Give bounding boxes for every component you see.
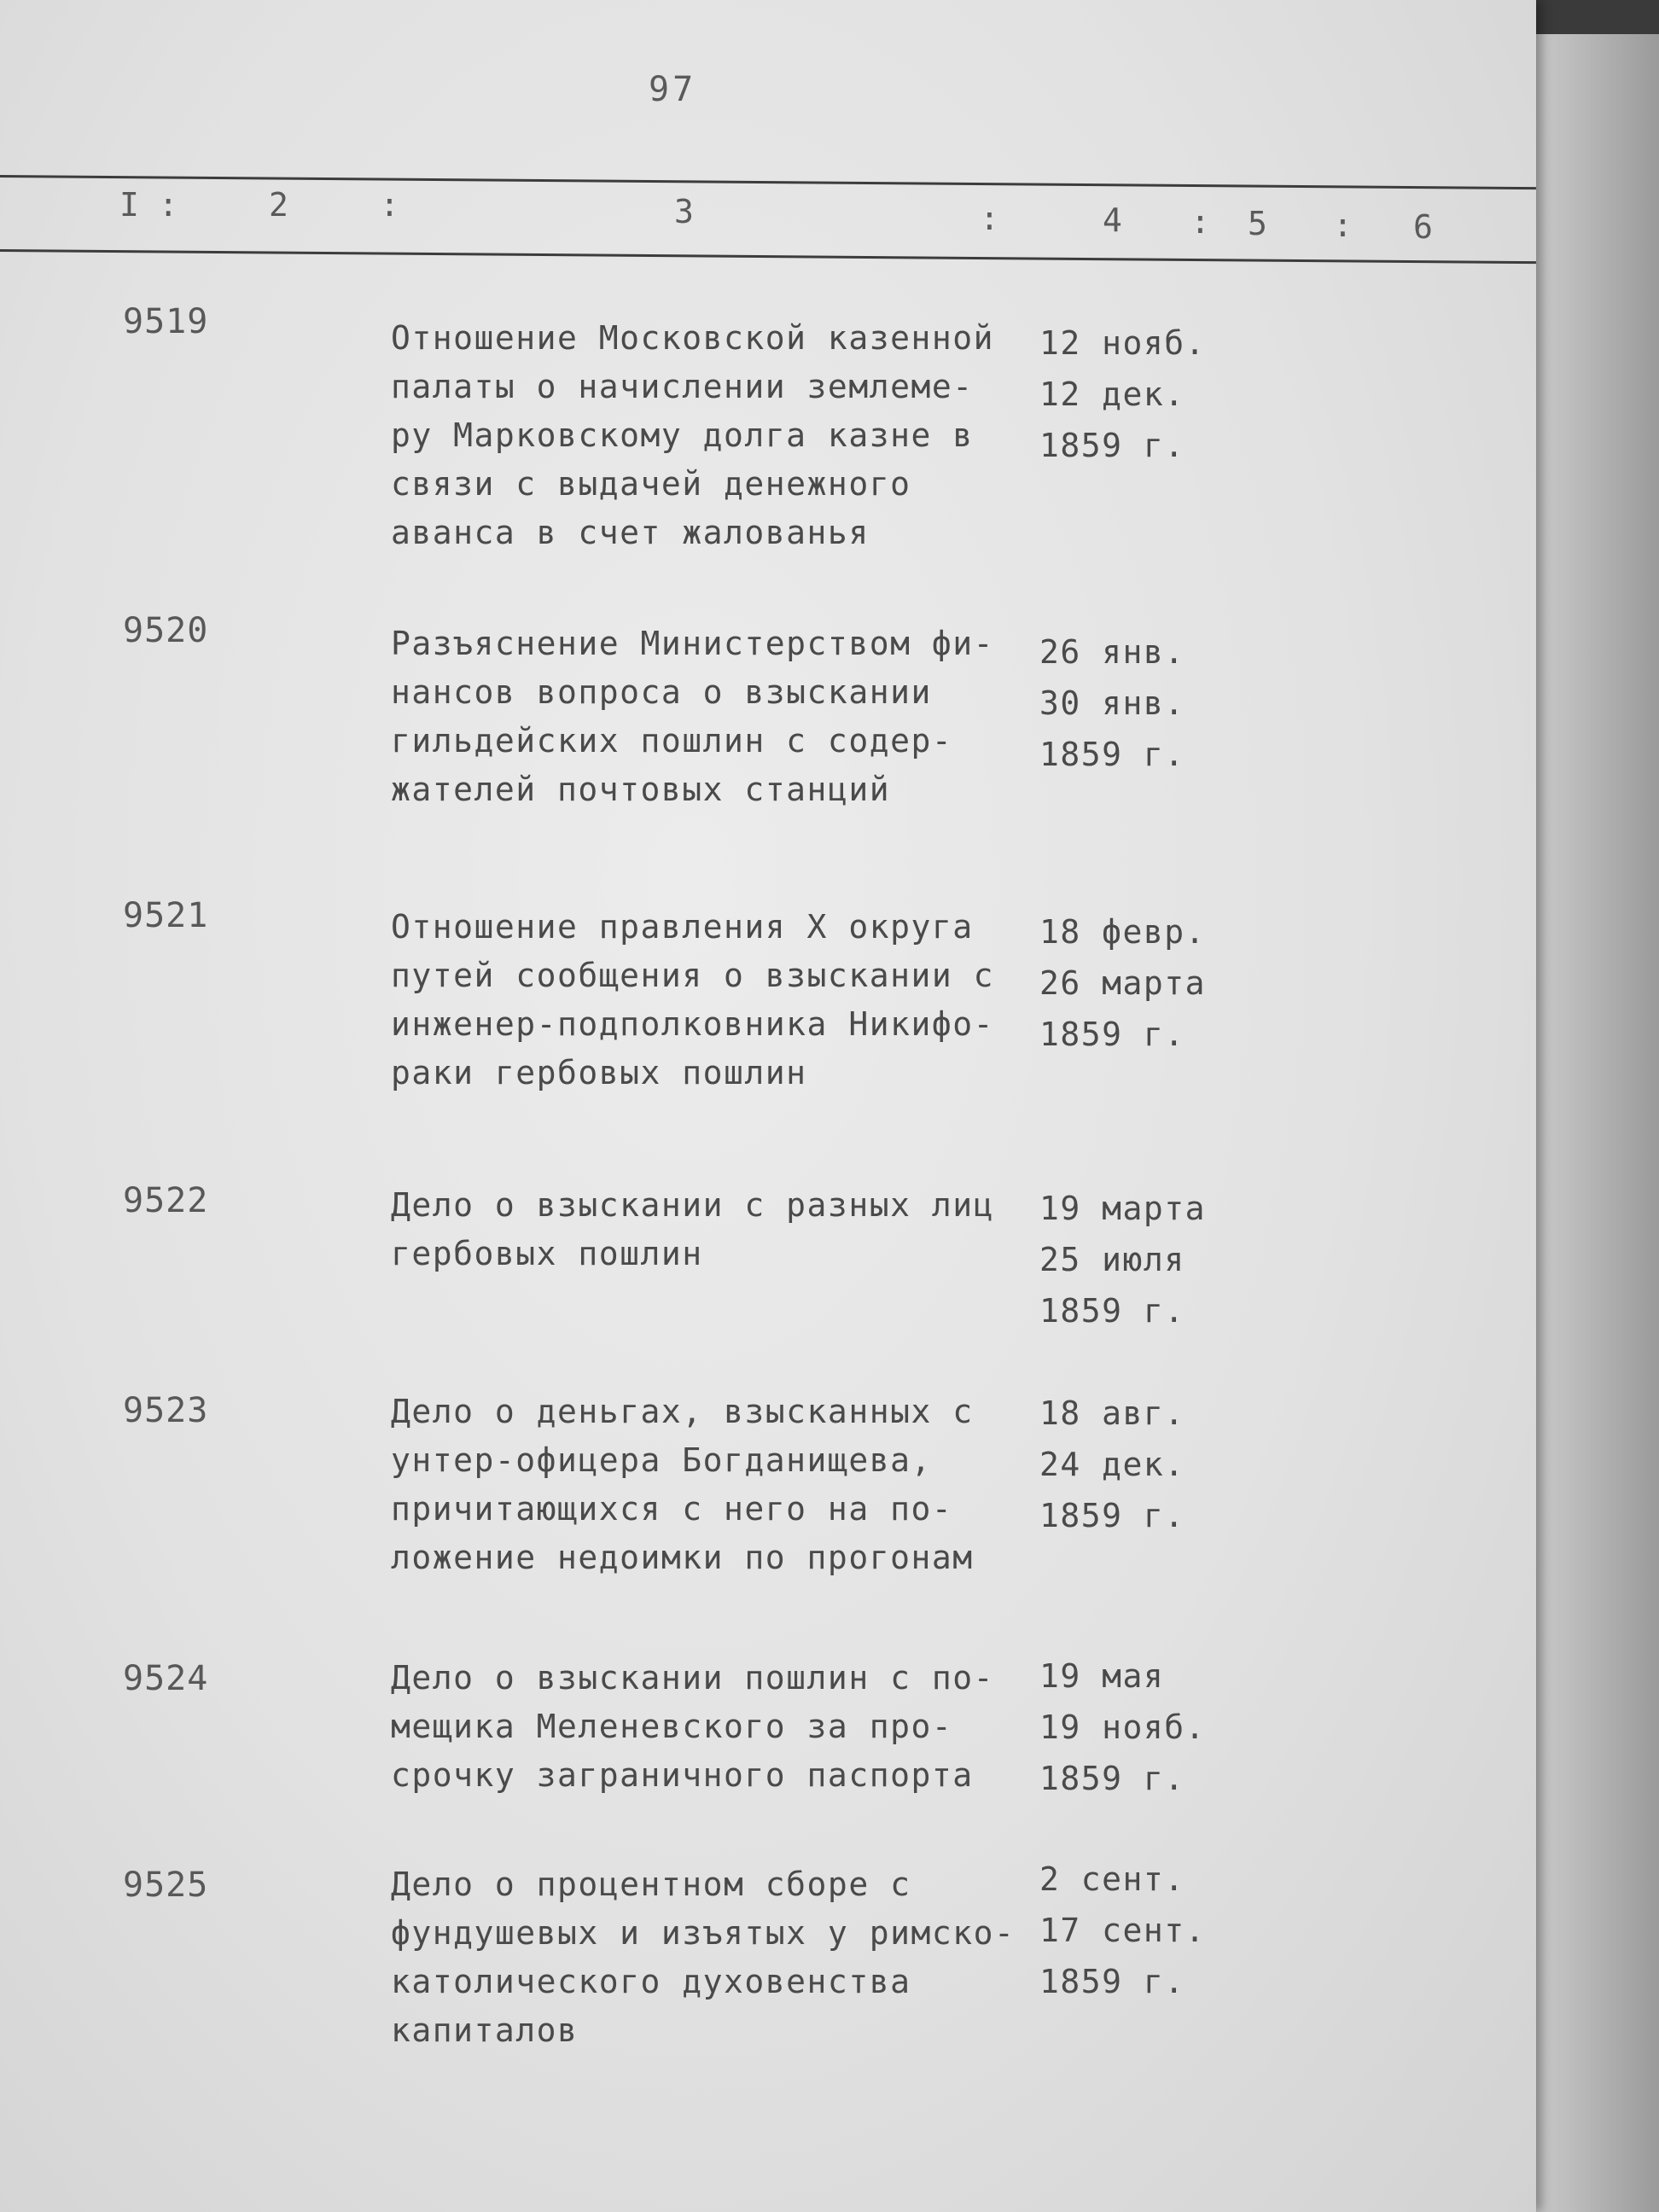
description-line: путей сообщения о взыскании с: [391, 957, 994, 994]
date-start: 19 марта: [1039, 1190, 1207, 1227]
entry-number: 9521: [123, 896, 209, 935]
description-line: инженер-подполковника Никифо-: [391, 1005, 994, 1043]
date-year: 1859 г.: [1039, 1497, 1185, 1534]
entry-description: [391, 903, 1039, 1097]
description-line: Дело о процентном сборе с: [391, 1866, 911, 1903]
entry-dates: [1039, 317, 1244, 471]
table-header-bottom-rule: [0, 249, 1536, 264]
description-line: унтер-офицера Богданищева,: [391, 1441, 932, 1479]
entry-description: [391, 314, 1039, 557]
date-year: 1859 г.: [1039, 736, 1185, 773]
date-year: 1859 г.: [1039, 1292, 1185, 1330]
entry-description: [391, 620, 1039, 814]
description-line: палаты о начислении землеме-: [391, 368, 974, 405]
date-start: 18 авг.: [1039, 1394, 1185, 1432]
entry-number: 9519: [123, 302, 209, 341]
description-line: гильдейских пошлин с содер-: [391, 722, 953, 760]
date-end: 30 янв.: [1039, 684, 1185, 722]
description-line: Дело о деньгах, взысканных с: [391, 1393, 974, 1430]
entry-number: 9522: [123, 1181, 209, 1220]
entry-description: [391, 1388, 1039, 1582]
description-line: раки гербовых пошлин: [391, 1054, 807, 1091]
date-end: 19 нояб.: [1039, 1708, 1207, 1746]
description-line: капиталов: [391, 2011, 579, 2049]
column-header-4: 4: [1103, 201, 1122, 239]
description-line: связи с выдачей денежного: [391, 465, 911, 503]
page-number: 97: [649, 70, 697, 109]
entry-dates: [1039, 1650, 1244, 1804]
description-line: срочку заграничного паспорта: [391, 1756, 974, 1794]
entry-dates: [1039, 1183, 1244, 1336]
entry-dates: [1039, 1388, 1244, 1541]
date-start: 2 сент.: [1039, 1860, 1185, 1898]
table-header-top-rule: [0, 175, 1536, 189]
date-start: 18 февр.: [1039, 913, 1207, 951]
column-header-3: 3: [674, 193, 694, 230]
date-year: 1859 г.: [1039, 1963, 1185, 2000]
entry-number: 9520: [123, 611, 209, 650]
column-header-6: 6: [1413, 208, 1433, 246]
description-line: причитающихся с него на по-: [391, 1490, 953, 1528]
description-line: Дело о взыскании с разных лиц: [391, 1186, 994, 1224]
description-line: гербовых пошлин: [391, 1235, 703, 1272]
date-start: 26 янв.: [1039, 633, 1185, 671]
description-line: ру Марковскому долга казне в: [391, 416, 974, 454]
description-line: Отношение Московской казенной: [391, 319, 994, 357]
column-header-separator: :: [380, 186, 399, 224]
date-year: 1859 г.: [1039, 427, 1185, 464]
description-line: Отношение правления Х округа: [391, 908, 974, 946]
entry-number: 9525: [123, 1866, 209, 1905]
entry-dates: [1039, 1854, 1244, 2007]
column-header-2: 2: [269, 186, 288, 224]
entry-description: [391, 1181, 1039, 1278]
entry-description: [391, 1654, 1039, 1800]
column-header-5: 5: [1248, 205, 1267, 242]
entry-number: 9524: [123, 1659, 209, 1698]
date-end: 17 сент.: [1039, 1912, 1207, 1949]
date-year: 1859 г.: [1039, 1016, 1185, 1053]
date-end: 24 дек.: [1039, 1446, 1185, 1483]
date-end: 12 дек.: [1039, 375, 1185, 413]
description-line: нансов вопроса о взыскании: [391, 673, 932, 711]
date-year: 1859 г.: [1039, 1760, 1185, 1797]
date-start: 19 мая: [1039, 1657, 1165, 1695]
date-end: 26 марта: [1039, 964, 1207, 1002]
description-line: Разъяснение Министерством фи-: [391, 625, 994, 662]
description-line: католического духовенства: [391, 1963, 911, 2000]
description-line: Дело о взыскании пошлин с по-: [391, 1659, 994, 1697]
description-line: фундушевых и изъятых у римско-: [391, 1914, 1016, 1952]
column-header-separator: :: [1333, 207, 1353, 244]
date-start: 12 нояб.: [1039, 324, 1207, 362]
date-end: 25 июля: [1039, 1241, 1185, 1278]
description-line: ложение недоимки по прогонам: [391, 1539, 974, 1576]
description-line: аванса в счет жалованья: [391, 514, 870, 551]
column-header-1: I :: [119, 186, 178, 224]
entry-dates: [1039, 626, 1244, 780]
entry-description: [391, 1860, 1039, 2055]
entry-number: 9523: [123, 1391, 209, 1430]
column-header-separator: :: [980, 200, 999, 237]
entry-dates: [1039, 906, 1244, 1060]
column-header-separator: :: [1190, 203, 1210, 241]
description-line: жателей почтовых станций: [391, 771, 891, 808]
description-line: мещика Меленевского за про-: [391, 1708, 953, 1745]
